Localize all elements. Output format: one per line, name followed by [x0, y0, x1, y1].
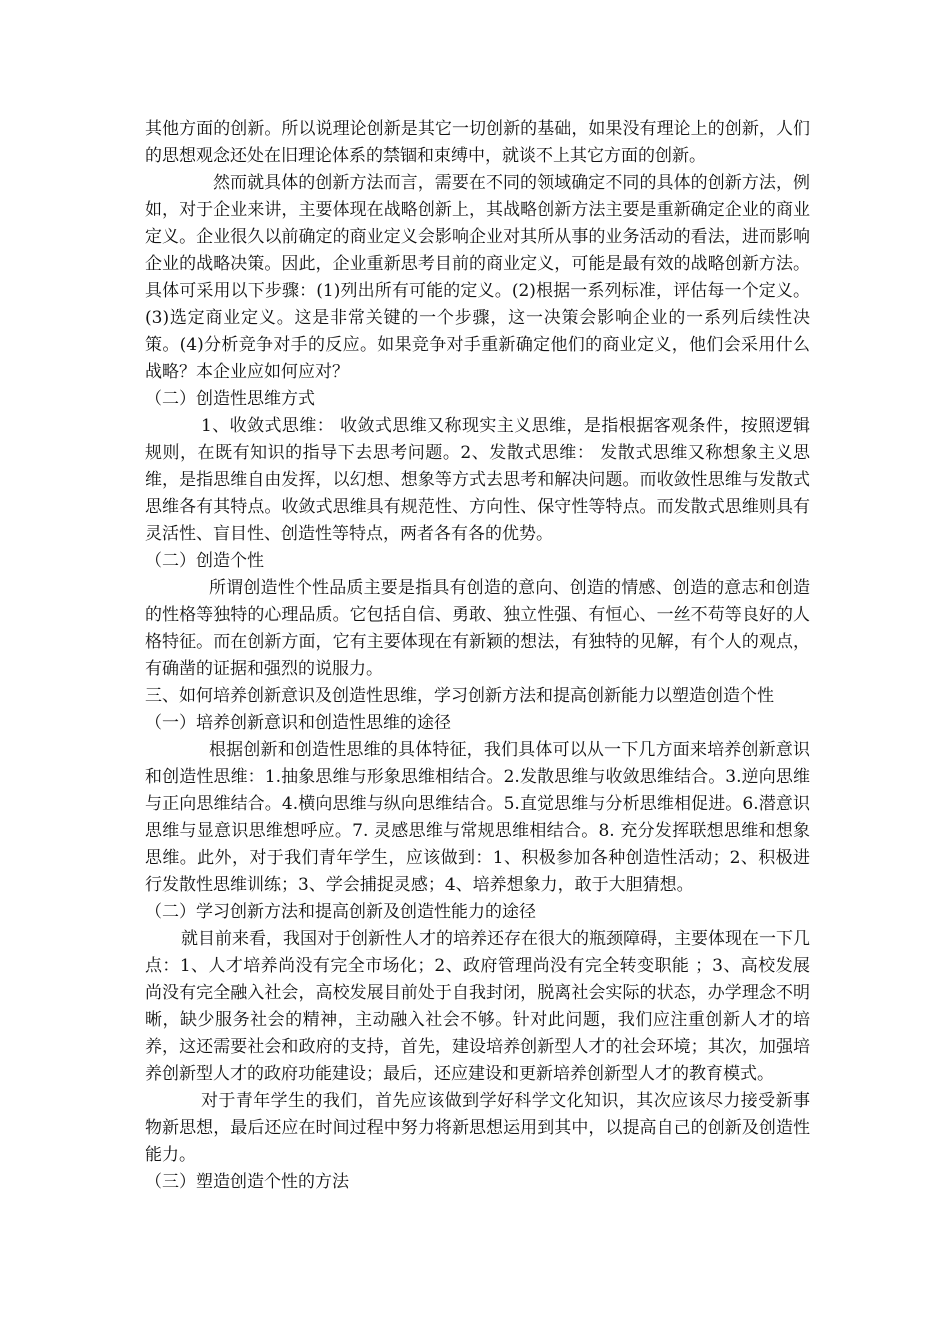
paragraph-theory-innovation: 其他方面的创新。所以说理论创新是其它一切创新的基础，如果没有理论上的创新，人们的思想观念还处在旧理论体系的禁锢和束缚中，就谈不上其它方面的创新。	[145, 119, 810, 166]
section-heading-creative-personality: （二）创造个性	[145, 551, 264, 571]
chapter-heading-cultivation: 三、如何培养创新意识及创造性思维，学习创新方法和提高创新能力以塑造创造个性	[145, 686, 774, 706]
paragraph-youth-students: 对于青年学生的我们，首先应该做到学好科学文化知识，其次应该尽力接受新事物新思想，最后还应在时间过程中努力将新思想运用到其中，以提高自己的创新及创造性能力。	[145, 1091, 810, 1165]
section-heading-learning-methods: （二）学习创新方法和提高创新及创造性能力的途径	[145, 902, 536, 922]
paragraph-personality-traits: 所谓创造性个性品质主要是指具有创造的意向、创造的情感、创造的意志和创造的性格等独特的心理品质。它包括自信、勇敢、独立性强、有恒心、一丝不苟等良好的人格特征。而在创新方面，它有主要体现在有新颖的想法，有独特的见解，有个人的观点，有确凿的证据和强烈的说服力。	[145, 578, 810, 679]
section-heading-creative-thinking: （二）创造性思维方式	[145, 389, 315, 409]
section-heading-cultivation-path: （一）培养创新意识和创造性思维的途径	[145, 713, 451, 733]
paragraph-thinking-types: 1、收敛式思维： 收敛式思维又称现实主义思维，是指根据客观条件，按照逻辑规则，在既有知识的指导下去思考问题。2、发散式思维： 发散式思维又称想象主义思维，是指思维自由发挥，以幻想、想象等方式去思考和解决问题。而收敛性思维与发散式思维各有其特点。收敛式思维具有规范性、方向性、保守性等特点。而发散式思维则具有灵活性、盲目性、创造性等特点，两者各有各的优势。	[145, 416, 810, 544]
section-heading-shaping-personality: （三）塑造创造个性的方法	[145, 1172, 349, 1192]
paragraph-strategy-method: 然而就具体的创新方法而言，需要在不同的领域确定不同的具体的创新方法，例如，对于企业来讲，主要体现在战略创新上，其战略创新方法主要是重新确定企业的商业定义。企业很久以前确定的商业定义会影响企业对其所从事的业务活动的看法，进而影响企业的战略决策。因此，企业重新思考目前的商业定义，可能是最有效的战略创新方法。具体可采用以下步骤：(1)列出所有可能的定义。(2)根据一系列标准，评估每一个定义。(3)选定商业定义。这是非常关键的一个步骤，这一决策会影响企业的一系列后续性决策。(4)分析竞争对手的反应。如果竞争对手重新确定他们的商业定义，他们会采用什么战略？本企业应如何应对？	[145, 173, 810, 382]
paragraph-talent-bottleneck: 就目前来看，我国对于创新性人才的培养还存在很大的瓶颈障碍，主要体现在一下几点：1、人才培养尚没有完全市场化；2、政府管理尚没有完全转变职能 ；3、高校发展尚没有完全融入社会，高校发展目前处于自我封闭，脱离社会实际的状态，办学理念不明晰，缺少服务社会的精神，主动融入社会不够。针对此问题，我们应注重创新人才的培养，这还需要社会和政府的支持，首先，建设培养创新型人才的社会环境；其次，加强培养创新型人才的政府功能建设；最后，还应建设和更新培养创新型人才的教育模式。	[145, 929, 810, 1084]
paragraph-cultivation-methods: 根据创新和创造性思维的具体特征，我们具体可以从一下几方面来培养创新意识和创造性思维：1.抽象思维与形象思维相结合。2.发散思维与收敛思维结合。3.逆向思维与正向思维结合。4.横向思维与纵向思维结合。5.直觉思维与分析思维相促进。6.潜意识思维与显意识思维想呼应。7. 灵感思维与常规思维相结合。8. 充分发挥联想思维和想象思维。此外，对于我们青年学生，应该做到：1、积极参加各种创造性活动；2、积极进行发散性思维训练；3、学会捕捉灵感；4、培养想象力，敢于大胆猜想。	[145, 740, 810, 895]
document-body	[145, 116, 810, 1196]
